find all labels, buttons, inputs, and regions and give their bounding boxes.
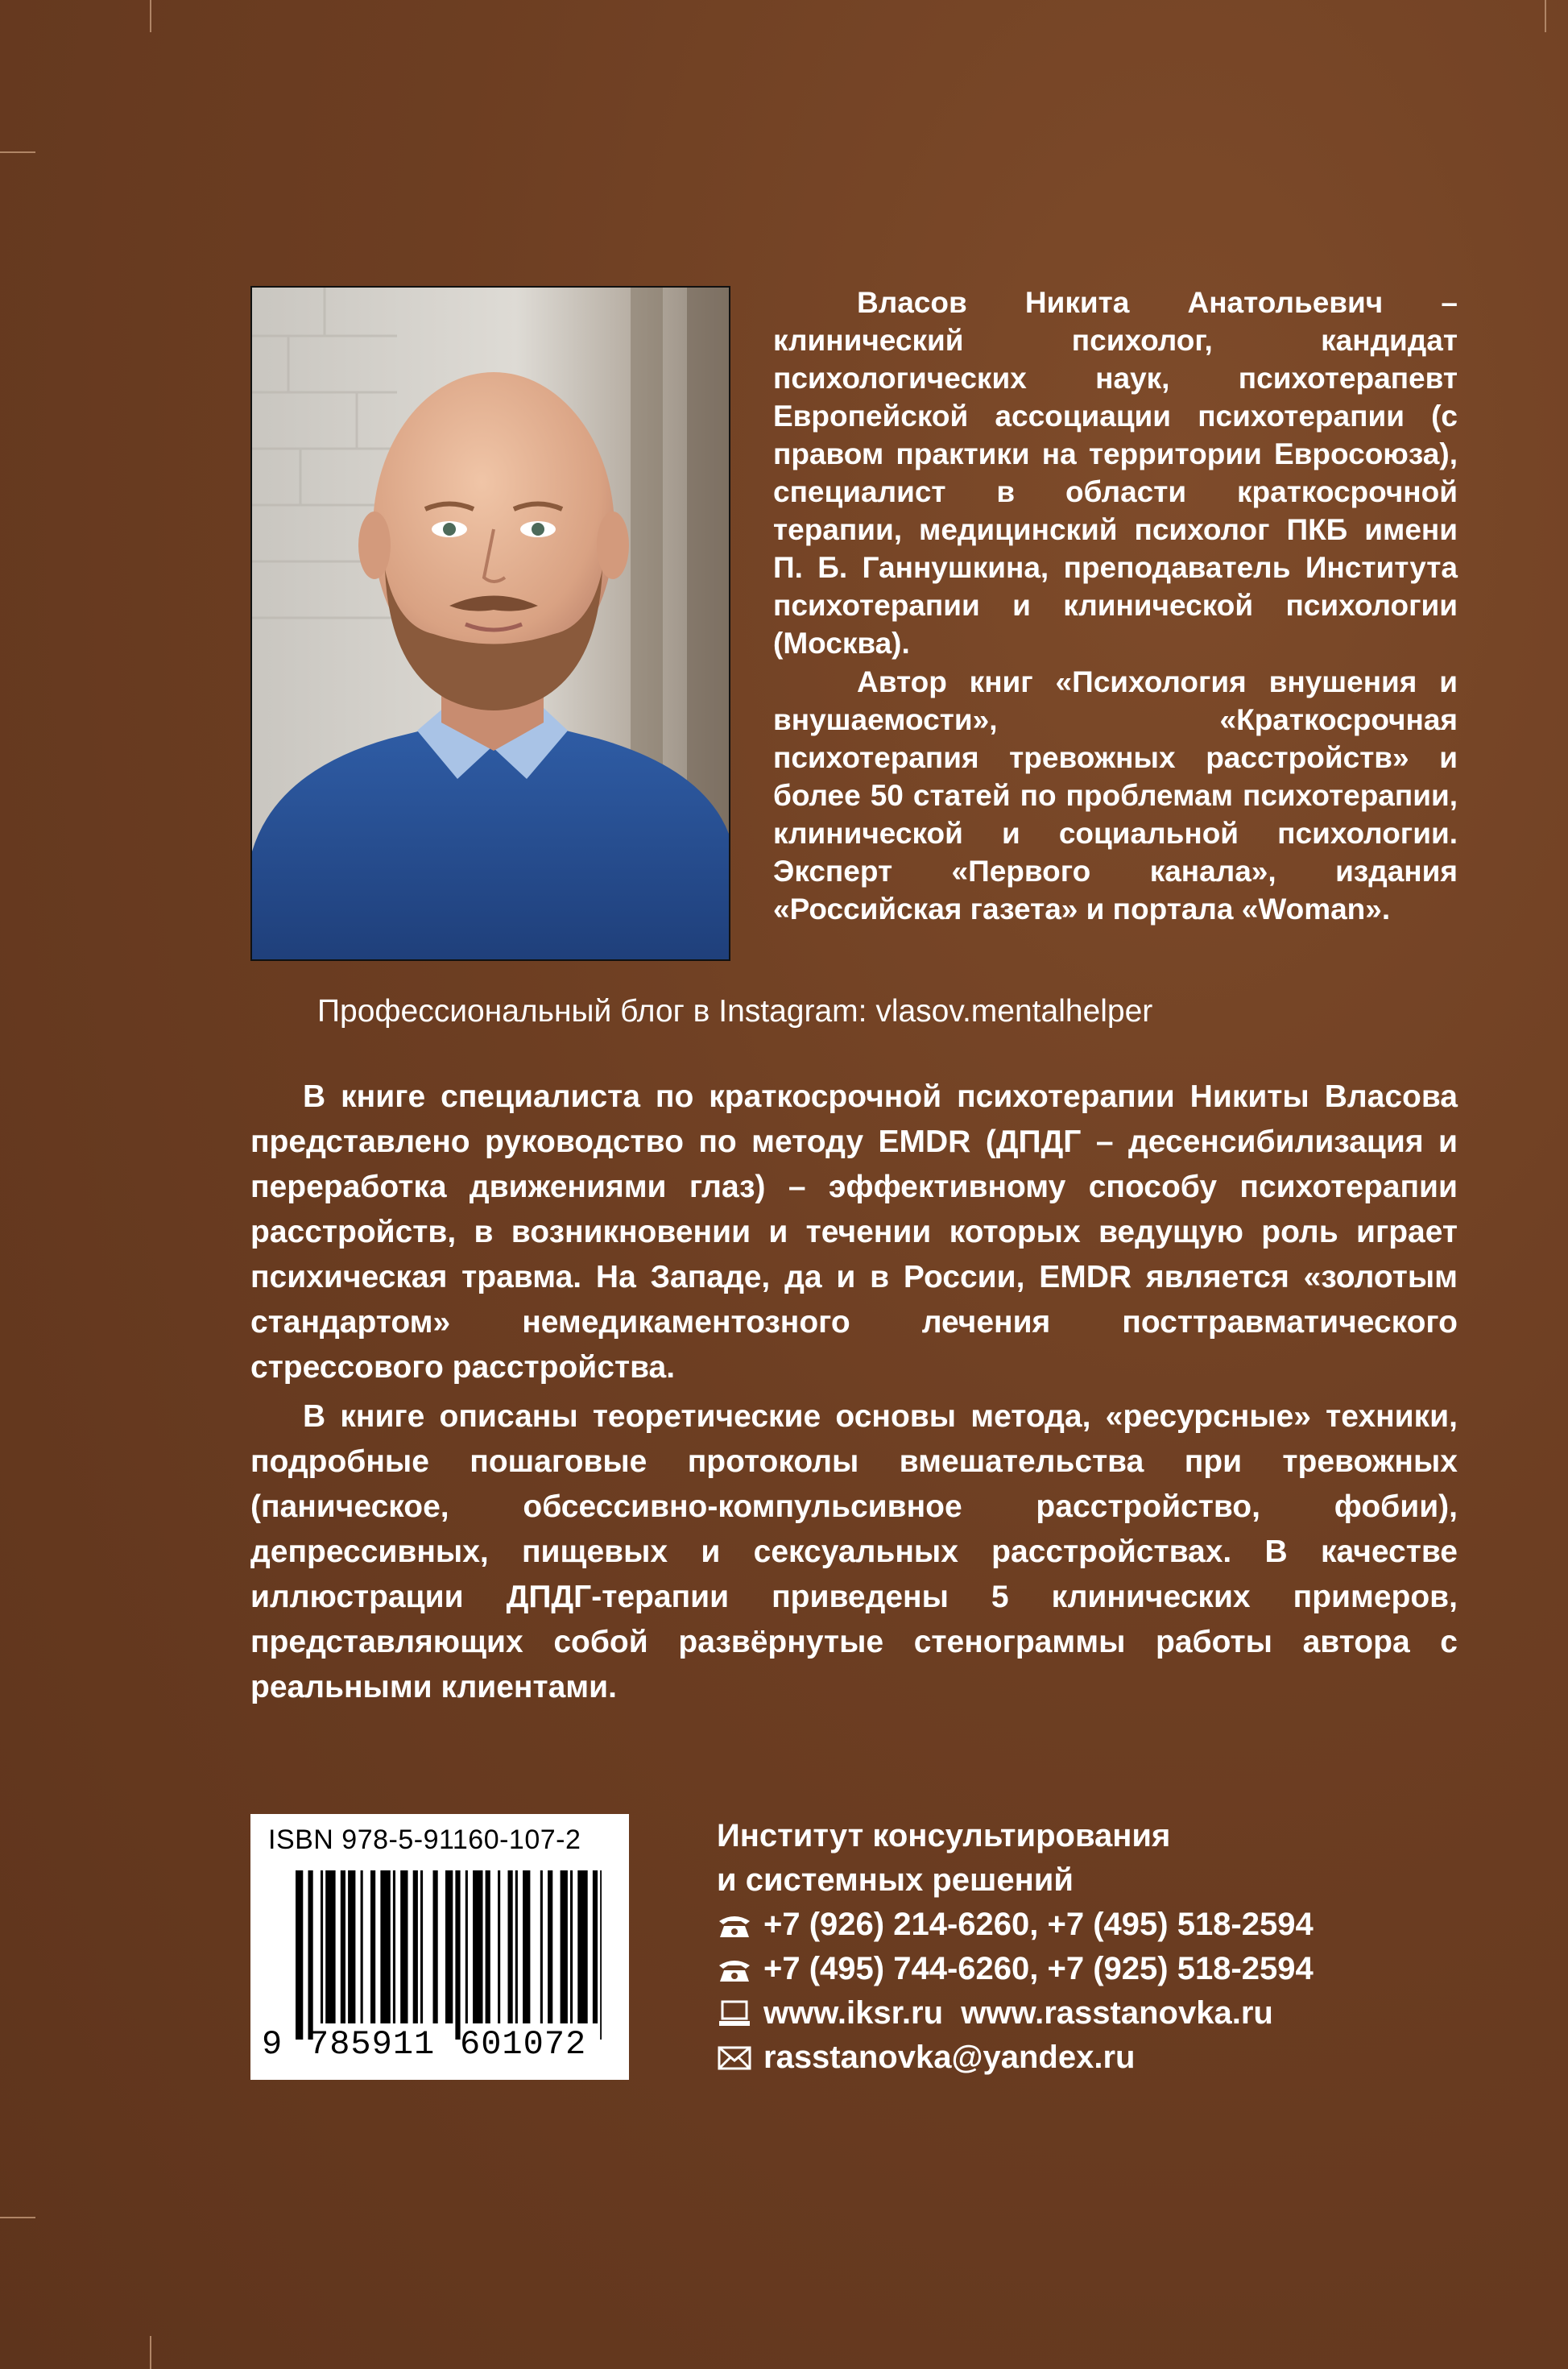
email-line [717, 2036, 1490, 2080]
book-description [250, 1075, 1458, 1710]
crop-mark-bottom-left [150, 2336, 151, 2369]
author-books-paragraph: Автор книг «Психология внушения и внушаемости», «Краткосрочная психотерапия тревожных расстройств» и более 50 статей по проблемам психотерапии, клинической и социальной психологии. Эксперт «Первого канала», издания «Российская газета» и портала «Woman». [773, 665, 1458, 926]
websites-line [717, 1991, 1490, 2036]
author-photo [250, 286, 730, 961]
ean-first-digit: 9 [262, 2025, 283, 2064]
author-bio [773, 284, 1458, 928]
instagram-blog-line: Профессиональный блог в Instagram: vlasov.mentalhelper [317, 994, 1153, 1029]
crop-mark-left-upper [0, 151, 35, 153]
isbn-label: ISBN 978-5-91160-107-2 [268, 1824, 581, 1855]
publisher-name-line-2: и системных решений [717, 1862, 1074, 1898]
description-paragraph-2: В книге описаны теоретические основы метода, «ресурсные» техники, подробные пошаговые протоколы вмешательства при тревожных (паническое, обсессивно-компульсивное расстройство, фобии), депрессивных, пищевых и сексуальных расстройствах. В качестве иллюстрации ДПДГ-терапии приведены 5 клинических примеров, представляющих собой развёрнутые стенограммы работы автора с реальными клиентами. [250, 1399, 1458, 1704]
websites-text: www.iksr.ru www.rasstanovka.ru [763, 1995, 1273, 2031]
phone-icon [717, 1911, 763, 1939]
email-text: rasstanovka@yandex.ru [763, 2040, 1136, 2075]
envelope-icon [717, 2045, 763, 2071]
isbn-barcode-box [250, 1814, 629, 2080]
ean-left-digits: 785911 [308, 2025, 436, 2064]
publisher-name-line-1: Институт консультирования [717, 1818, 1171, 1853]
barcode-image [296, 1870, 602, 2040]
author-bio-paragraph [773, 284, 1458, 662]
phones-line-2 [717, 1947, 1490, 1991]
phones-line-1 [717, 1903, 1490, 1947]
crop-mark-top-left [150, 0, 151, 32]
phones-text-2: +7 (495) 744-6260, +7 (925) 518-2594 [763, 1951, 1314, 1986]
computer-icon [717, 1999, 763, 2028]
phone-icon [717, 1956, 763, 1983]
crop-mark-left-lower [0, 2217, 35, 2218]
author-bio-text: клинический психолог, кандидат психологических наук, психотерапевт Европейской ассоциации психотерапии (с правом практики на территории Евросоюза), специалист в области краткосрочной терапии, медицинский психолог ПКБ имени П. Б. Ганнушкина, преподаватель Института психотерапии и клинической психологии (Москва). [773, 324, 1458, 660]
author-name: Власов Никита Анатольевич – [857, 286, 1458, 319]
description-paragraph-1: В книге специалиста по краткосрочной психотерапии Никиты Власова представлено руководство по методу EMDR (ДПДГ – десенсибилизация и переработка движениями глаз) – эффективному способу психотерапии расстройств, в возникновении и течении которых ведущую роль играет психическая травма. На Западе, да и в России, EMDR является «золотым стандартом» немедикаментозного лечения посттравматического стрессового расстройства. [250, 1079, 1458, 1385]
ean-right-digits: 601072 [460, 2025, 587, 2064]
publisher-info [717, 1814, 1490, 2080]
phones-text-1: +7 (926) 214-6260, +7 (495) 518-2594 [763, 1907, 1314, 1942]
crop-mark-top-right [1545, 0, 1546, 32]
